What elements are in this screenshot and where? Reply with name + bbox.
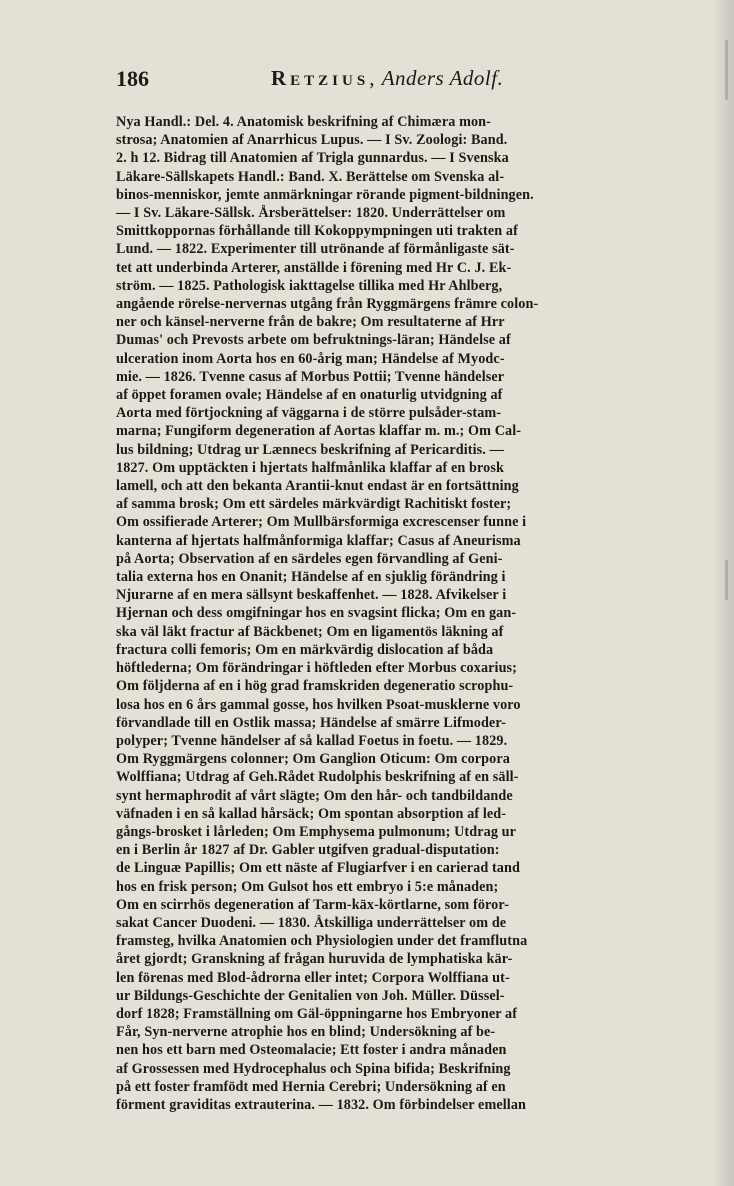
text-line: de Linguæ Papillis; Om ett näste af Flugiarfver i en carierad tand [116,860,520,877]
text-line: sakat Cancer Duodeni. — 1830. Åtskilliga underrättelser om de [116,914,507,931]
text-line: af samma brosk; Om ett särdeles märkvärdigt Rachitiskt foster; [116,496,512,513]
text-line: Nya Handl.: Del. 4. Anatomisk beskrifning af Chimæra mon- [116,114,491,130]
text-line: ulceration inom Aorta hos en 60-årig man; Händelse af Myodc- [116,350,505,367]
text-line: ström. — 1825. Pathologisk iakttagelse tillika med Hr Ahlberg, [116,277,503,294]
text-line: Läkare-Sällskapets Handl.: Band. X. Berättelse om Svenska al- [116,168,505,185]
text-line: af öppet foramen ovale; Händelse af en onaturlig utvidgning af [116,387,503,404]
page-edge-stain [725,560,728,600]
text-line: förvandlade till en Ostlik massa; Händelse af smärre Lifmoder- [116,714,507,731]
text-line: lamell, och att den bekanta Arantii-knut endast är en fortsättning [116,478,519,495]
text-line: höftlederna; Om förändringar i höftleden efter Morbus coxarius; [116,660,518,677]
text-line: 1827. Om upptäckten i hjertats halfmånlika klaffar af en brosk [116,459,504,476]
text-line: kanterna af hjertats halfmånformiga klaffar; Casus af Aneurisma [116,532,521,549]
text-line: Dumas' och Prevosts arbete om befruktnings-läran; Händelse af [116,332,511,349]
page-edge-shadow [712,0,734,1186]
text-line: angående rörelse-nervernas utgång från Ryggmärgens främre colon- [116,296,539,313]
text-line: Wolffiana; Utdrag af Geh.Rådet Rudolphis beskrifning af en säll- [116,769,519,786]
text-line: väfnaden i en så kallad hårsäck; Om spontan absorption af led- [116,805,507,822]
text-line: en i Berlin år 1827 af Dr. Gabler utgifven gradual-disputation: [116,842,500,859]
text-line: Får, Syn-nerverne atrophie hos en blind; Undersökning af be- [116,1024,496,1041]
text-line: marna; Fungiform degeneration af Aortas klaffar m. m.; Om Cal- [116,423,522,440]
text-line: len förenas med Blod-ådrorna eller intet; Corpora Wolffiana ut- [116,969,510,986]
text-line: dorf 1828; Framställning om Gäl-öppningarne hos Embryoner af [116,1005,518,1022]
text-line: 2. h 12. Bidrag till Anatomien af Trigla gunnardus. — I Svenska [116,150,509,167]
running-head: Retzius, Anders Adolf. [271,66,504,90]
text-line: ner och känsel-nerverne från de bakre; Om resultaterne af Hrr [116,314,505,331]
text-line: Om följderna af en i hög grad framskriden degeneratio scrophu- [116,678,514,695]
text-line: ur Bildungs-Geschichte der Genitalien von Joh. Müller. Düssel- [116,987,505,1004]
text-line: Om Ryggmärgens colonner; Om Ganglion Oticum: Om corpora [116,751,510,768]
text-line: Om ossifierade Arterer; Om Mullbärsformiga excrescenser funne i [116,514,527,531]
text-line: på ett foster framfödt med Hernia Cerebri; Undersökning af en [116,1078,506,1095]
text-line: losa hos en 6 års gammal gosse, hos hvilken Psoat-musklerne voro [116,696,521,713]
running-head-surname: Retzius [271,66,370,90]
running-head-given: Anders Adolf. [381,66,504,90]
text-line: polyper; Tvenne händelser af så kallad Foetus in foetu. — 1829. [116,732,508,749]
text-line: hos en frisk person; Om Gulsot hos ett embryo i 5:e månaden; [116,878,499,895]
text-line: binos-menniskor, jemte anmärkningar rörande pigment-bildningen. [116,186,534,203]
text-line: förment graviditas extrauterina. — 1832. Om förbindelser emellan [116,1096,527,1113]
text-line: Hjernan och dess omgifningar hos en svagsint flicka; Om en gan- [116,605,517,622]
text-line: Njurarne af en mera sällsynt beskaffenhet. — 1828. Afvikelser i [116,587,507,604]
page-edge-stain [725,40,728,100]
text-line: året gjordt; Granskning af frågan huruvida de lymphatiska kär- [116,951,513,968]
body-text [116,113,680,1114]
text-line: lus bildning; Utdrag ur Lænnecs beskrifning af Pericarditis. — [116,441,504,458]
text-line: — I Sv. Läkare-Sällsk. Årsberättelser: 1820. Underrättelser om [116,205,506,222]
text-line: talia externa hos en Onanit; Händelse af en sjuklig förändring i [116,569,506,586]
text-line: af Grossessen med Hydrocephalus och Spina bifida; Beskrifning [116,1060,511,1077]
text-line: Lund. — 1822. Experimenter till utrönande af förmånligaste sät- [116,241,515,258]
text-line: Aorta med förtjockning af väggarna i de större pulsåder-stam- [116,405,502,422]
page-header [116,66,676,98]
text-line: Om en scirrhös degeneration af Tarm-käx-körtlarne, som föror- [116,896,510,913]
text-line: på Aorta; Observation af en särdeles egen förvandling af Geni- [116,550,503,567]
text-line: strosa; Anatomien af Anarrhicus Lupus. — I Sv. Zoologi: Band. [116,132,508,149]
text-line: synt hermaphrodit af vårt slägte; Om den hår- och tandbildande [116,787,513,804]
text-line: nen hos ett barn med Osteomalacie; Ett foster i andra månaden [116,1042,507,1059]
page-number: 186 [116,66,149,91]
text-line: Smittkoppornas förhållande till Kokoppympningen uti trakten af [116,223,518,240]
text-line: mie. — 1826. Tvenne casus af Morbus Pottii; Tvenne händelser [116,368,505,385]
text-line: tet att underbinda Arterer, anställde i förening med Hr C. J. Ek- [116,259,512,276]
text-line: framsteg, hvilka Anatomien och Physiologien under det framflutna [116,933,528,950]
text-line: gångs-brosket i lårleden; Om Emphysema pulmonum; Utdrag ur [116,823,517,840]
text-line: fractura colli femoris; Om en märkvärdig dislocation af båda [116,641,494,658]
text-line: ska väl läkt fractur af Bäckbenet; Om en ligamentös läkning af [116,623,504,640]
